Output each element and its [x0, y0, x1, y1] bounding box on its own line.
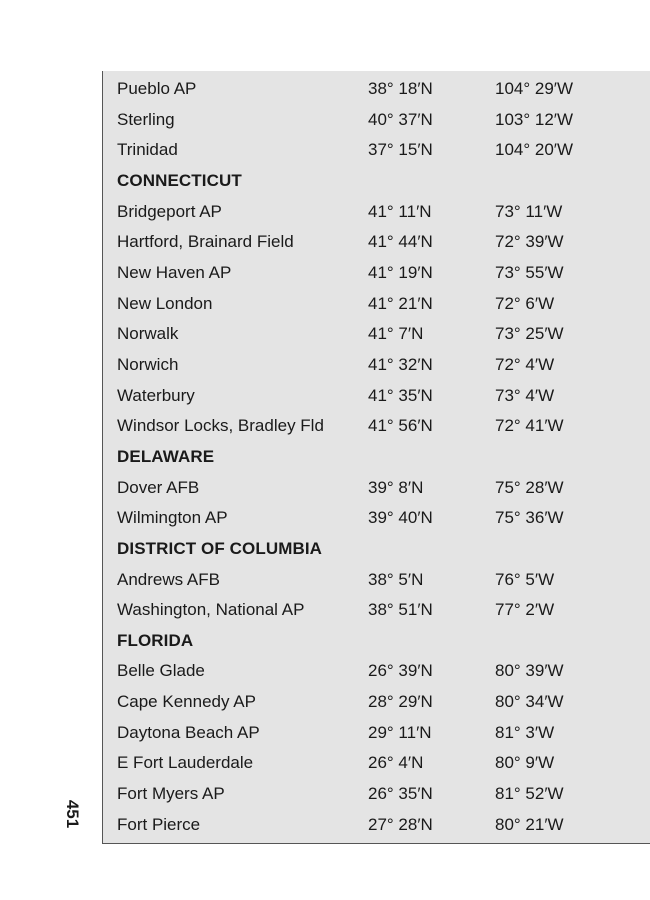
longitude: 73° 25′W [495, 324, 564, 344]
location-name: Bridgeport AP [117, 201, 222, 221]
latitude: 41° 7′N [368, 324, 424, 344]
longitude: 73° 11′W [495, 201, 563, 221]
location-rows [103, 74, 650, 840]
table-row [103, 227, 650, 258]
table-row [103, 319, 650, 350]
location-name: Fort Myers AP [117, 784, 225, 804]
latitude: 40° 37′N [368, 109, 433, 129]
longitude: 72° 41′W [495, 416, 564, 436]
location-name: E Fort Lauderdale [117, 753, 254, 773]
latitude: 39° 40′N [368, 508, 433, 528]
table-row [103, 565, 650, 596]
location-name: Andrews AFB [117, 569, 220, 589]
location-name: New London [117, 293, 213, 313]
state-name: DELAWARE [117, 446, 215, 466]
location-name: Wilmington AP [117, 508, 228, 528]
state-heading-row [103, 442, 650, 473]
location-name: New Haven AP [117, 262, 232, 282]
location-name: Windsor Locks, Bradley Fld [117, 416, 324, 436]
longitude: 76° 5′W [495, 569, 555, 589]
latitude: 29° 11′N [368, 722, 432, 742]
table-row [103, 779, 650, 810]
longitude: 72° 39′W [495, 232, 564, 252]
table-row [103, 748, 650, 779]
state-heading-row [103, 166, 650, 197]
latitude: 26° 4′N [368, 753, 424, 773]
table-row [103, 595, 650, 626]
longitude: 80° 39′W [495, 661, 564, 681]
latitude: 38° 18′N [368, 79, 433, 98]
latitude: 41° 56′N [368, 416, 433, 436]
state-name: DISTRICT OF COLUMBIA [117, 538, 323, 558]
table-row [103, 656, 650, 687]
latitude: 41° 11′N [368, 201, 432, 221]
longitude: 72° 4′W [495, 354, 555, 374]
table-row [103, 381, 650, 412]
location-name: Pueblo AP [117, 79, 197, 98]
table-row [103, 289, 650, 320]
latitude: 41° 19′N [368, 262, 433, 282]
location-name: Norwalk [117, 324, 179, 344]
page-number: 451 [63, 799, 82, 829]
latitude: 41° 35′N [368, 385, 433, 405]
table-row [103, 503, 650, 534]
location-name: Cape Kennedy AP [117, 692, 256, 712]
longitude: 81° 52′W [495, 784, 564, 804]
latitude: 39° 8′N [368, 477, 424, 497]
latitude: 27° 28′N [368, 814, 433, 834]
longitude: 104° 20′W [495, 140, 574, 160]
table-row [103, 258, 650, 289]
latitude: 41° 32′N [368, 354, 433, 374]
location-name: Daytona Beach AP [117, 722, 260, 742]
location-name: Washington, National AP [117, 600, 305, 620]
longitude: 80° 34′W [495, 692, 564, 712]
longitude: 75° 28′W [495, 477, 564, 497]
longitude: 81° 3′W [495, 722, 555, 742]
longitude: 75° 36′W [495, 508, 564, 528]
location-name: Fort Pierce [117, 814, 201, 834]
table-row [103, 411, 650, 442]
longitude: 72° 6′W [495, 293, 555, 313]
table-row [103, 197, 650, 228]
table-row [103, 74, 650, 105]
longitude: 80° 9′W [495, 753, 555, 773]
latitude: 26° 35′N [368, 784, 433, 804]
location-name: Belle Glade [117, 661, 205, 681]
longitude: 104° 29′W [495, 79, 574, 98]
location-name: Hartford, Brainard Field [117, 232, 294, 252]
state-name: CONNECTICUT [117, 170, 242, 190]
longitude: 73° 55′W [495, 262, 564, 282]
state-name: FLORIDA [117, 630, 194, 650]
location-name: Dover AFB [117, 477, 200, 497]
table-row [103, 350, 650, 381]
location-name: Trinidad [117, 140, 178, 160]
latitude: 41° 44′N [368, 232, 433, 252]
longitude: 77° 2′W [495, 600, 555, 620]
longitude: 103° 12′W [495, 109, 574, 129]
location-name: Norwich [117, 354, 179, 374]
table-row [103, 105, 650, 136]
table-row [103, 135, 650, 166]
longitude: 80° 21′W [495, 814, 564, 834]
latitude: 37° 15′N [368, 140, 433, 160]
table-row [103, 718, 650, 749]
table-row [103, 473, 650, 504]
location-name: Sterling [117, 109, 175, 129]
latitude: 38° 5′N [368, 569, 424, 589]
state-heading-row [103, 626, 650, 657]
latitude: 26° 39′N [368, 661, 433, 681]
state-heading-row [103, 534, 650, 565]
location-table [102, 71, 650, 844]
location-name: Waterbury [117, 385, 195, 405]
latitude: 28° 29′N [368, 692, 433, 712]
table-row [103, 687, 650, 718]
latitude: 38° 51′N [368, 600, 433, 620]
longitude: 73° 4′W [495, 385, 555, 405]
table-row [103, 810, 650, 841]
latitude: 41° 21′N [368, 293, 433, 313]
